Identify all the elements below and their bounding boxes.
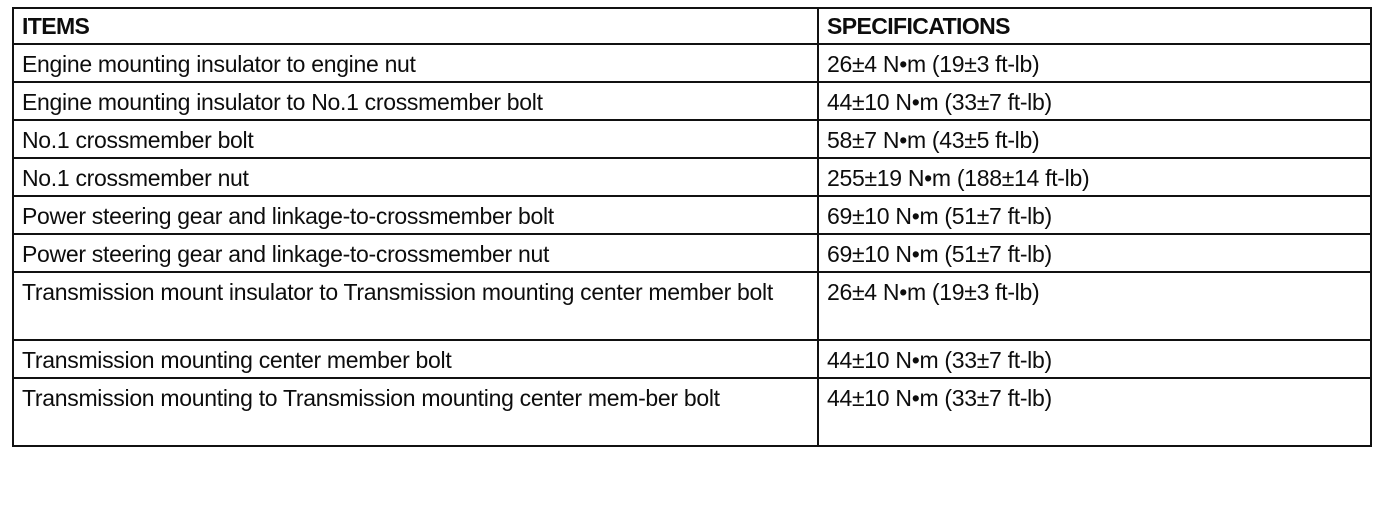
- item-cell: Transmission mount insulator to Transmission mounting center member bolt: [13, 272, 818, 340]
- table-row: [13, 340, 1371, 378]
- item-cell: Power steering gear and linkage-to-crossmember bolt: [13, 196, 818, 234]
- spec-cell: 69±10 N•m (51±7 ft-lb): [818, 196, 1371, 234]
- table-row: [13, 272, 1371, 340]
- spec-cell: 44±10 N•m (33±7 ft-lb): [818, 82, 1371, 120]
- item-cell: Engine mounting insulator to No.1 crossmember bolt: [13, 82, 818, 120]
- item-cell: Transmission mounting to Transmission mounting center mem-ber bolt: [13, 378, 818, 446]
- item-cell: Power steering gear and linkage-to-crossmember nut: [13, 234, 818, 272]
- spec-cell: 58±7 N•m (43±5 ft-lb): [818, 120, 1371, 158]
- item-cell: Engine mounting insulator to engine nut: [13, 44, 818, 82]
- spec-cell: 44±10 N•m (33±7 ft-lb): [818, 378, 1371, 446]
- item-cell: No.1 crossmember nut: [13, 158, 818, 196]
- table-row: [13, 196, 1371, 234]
- item-cell: No.1 crossmember bolt: [13, 120, 818, 158]
- table-row: [13, 158, 1371, 196]
- torque-spec-table: [12, 7, 1372, 447]
- spec-cell: 26±4 N•m (19±3 ft-lb): [818, 272, 1371, 340]
- table-row: [13, 82, 1371, 120]
- spec-cell: 69±10 N•m (51±7 ft-lb): [818, 234, 1371, 272]
- spec-cell: 26±4 N•m (19±3 ft-lb): [818, 44, 1371, 82]
- table-row: [13, 234, 1371, 272]
- spec-cell: 255±19 N•m (188±14 ft-lb): [818, 158, 1371, 196]
- specifications-column-header: SPECIFICATIONS: [818, 8, 1371, 44]
- table-row: [13, 44, 1371, 82]
- table-row: [13, 120, 1371, 158]
- table-row: [13, 378, 1371, 446]
- spec-cell: 44±10 N•m (33±7 ft-lb): [818, 340, 1371, 378]
- item-cell: Transmission mounting center member bolt: [13, 340, 818, 378]
- items-column-header: ITEMS: [13, 8, 818, 44]
- table-body: [13, 44, 1371, 446]
- table-header: [13, 8, 1371, 44]
- header-row: [13, 8, 1371, 44]
